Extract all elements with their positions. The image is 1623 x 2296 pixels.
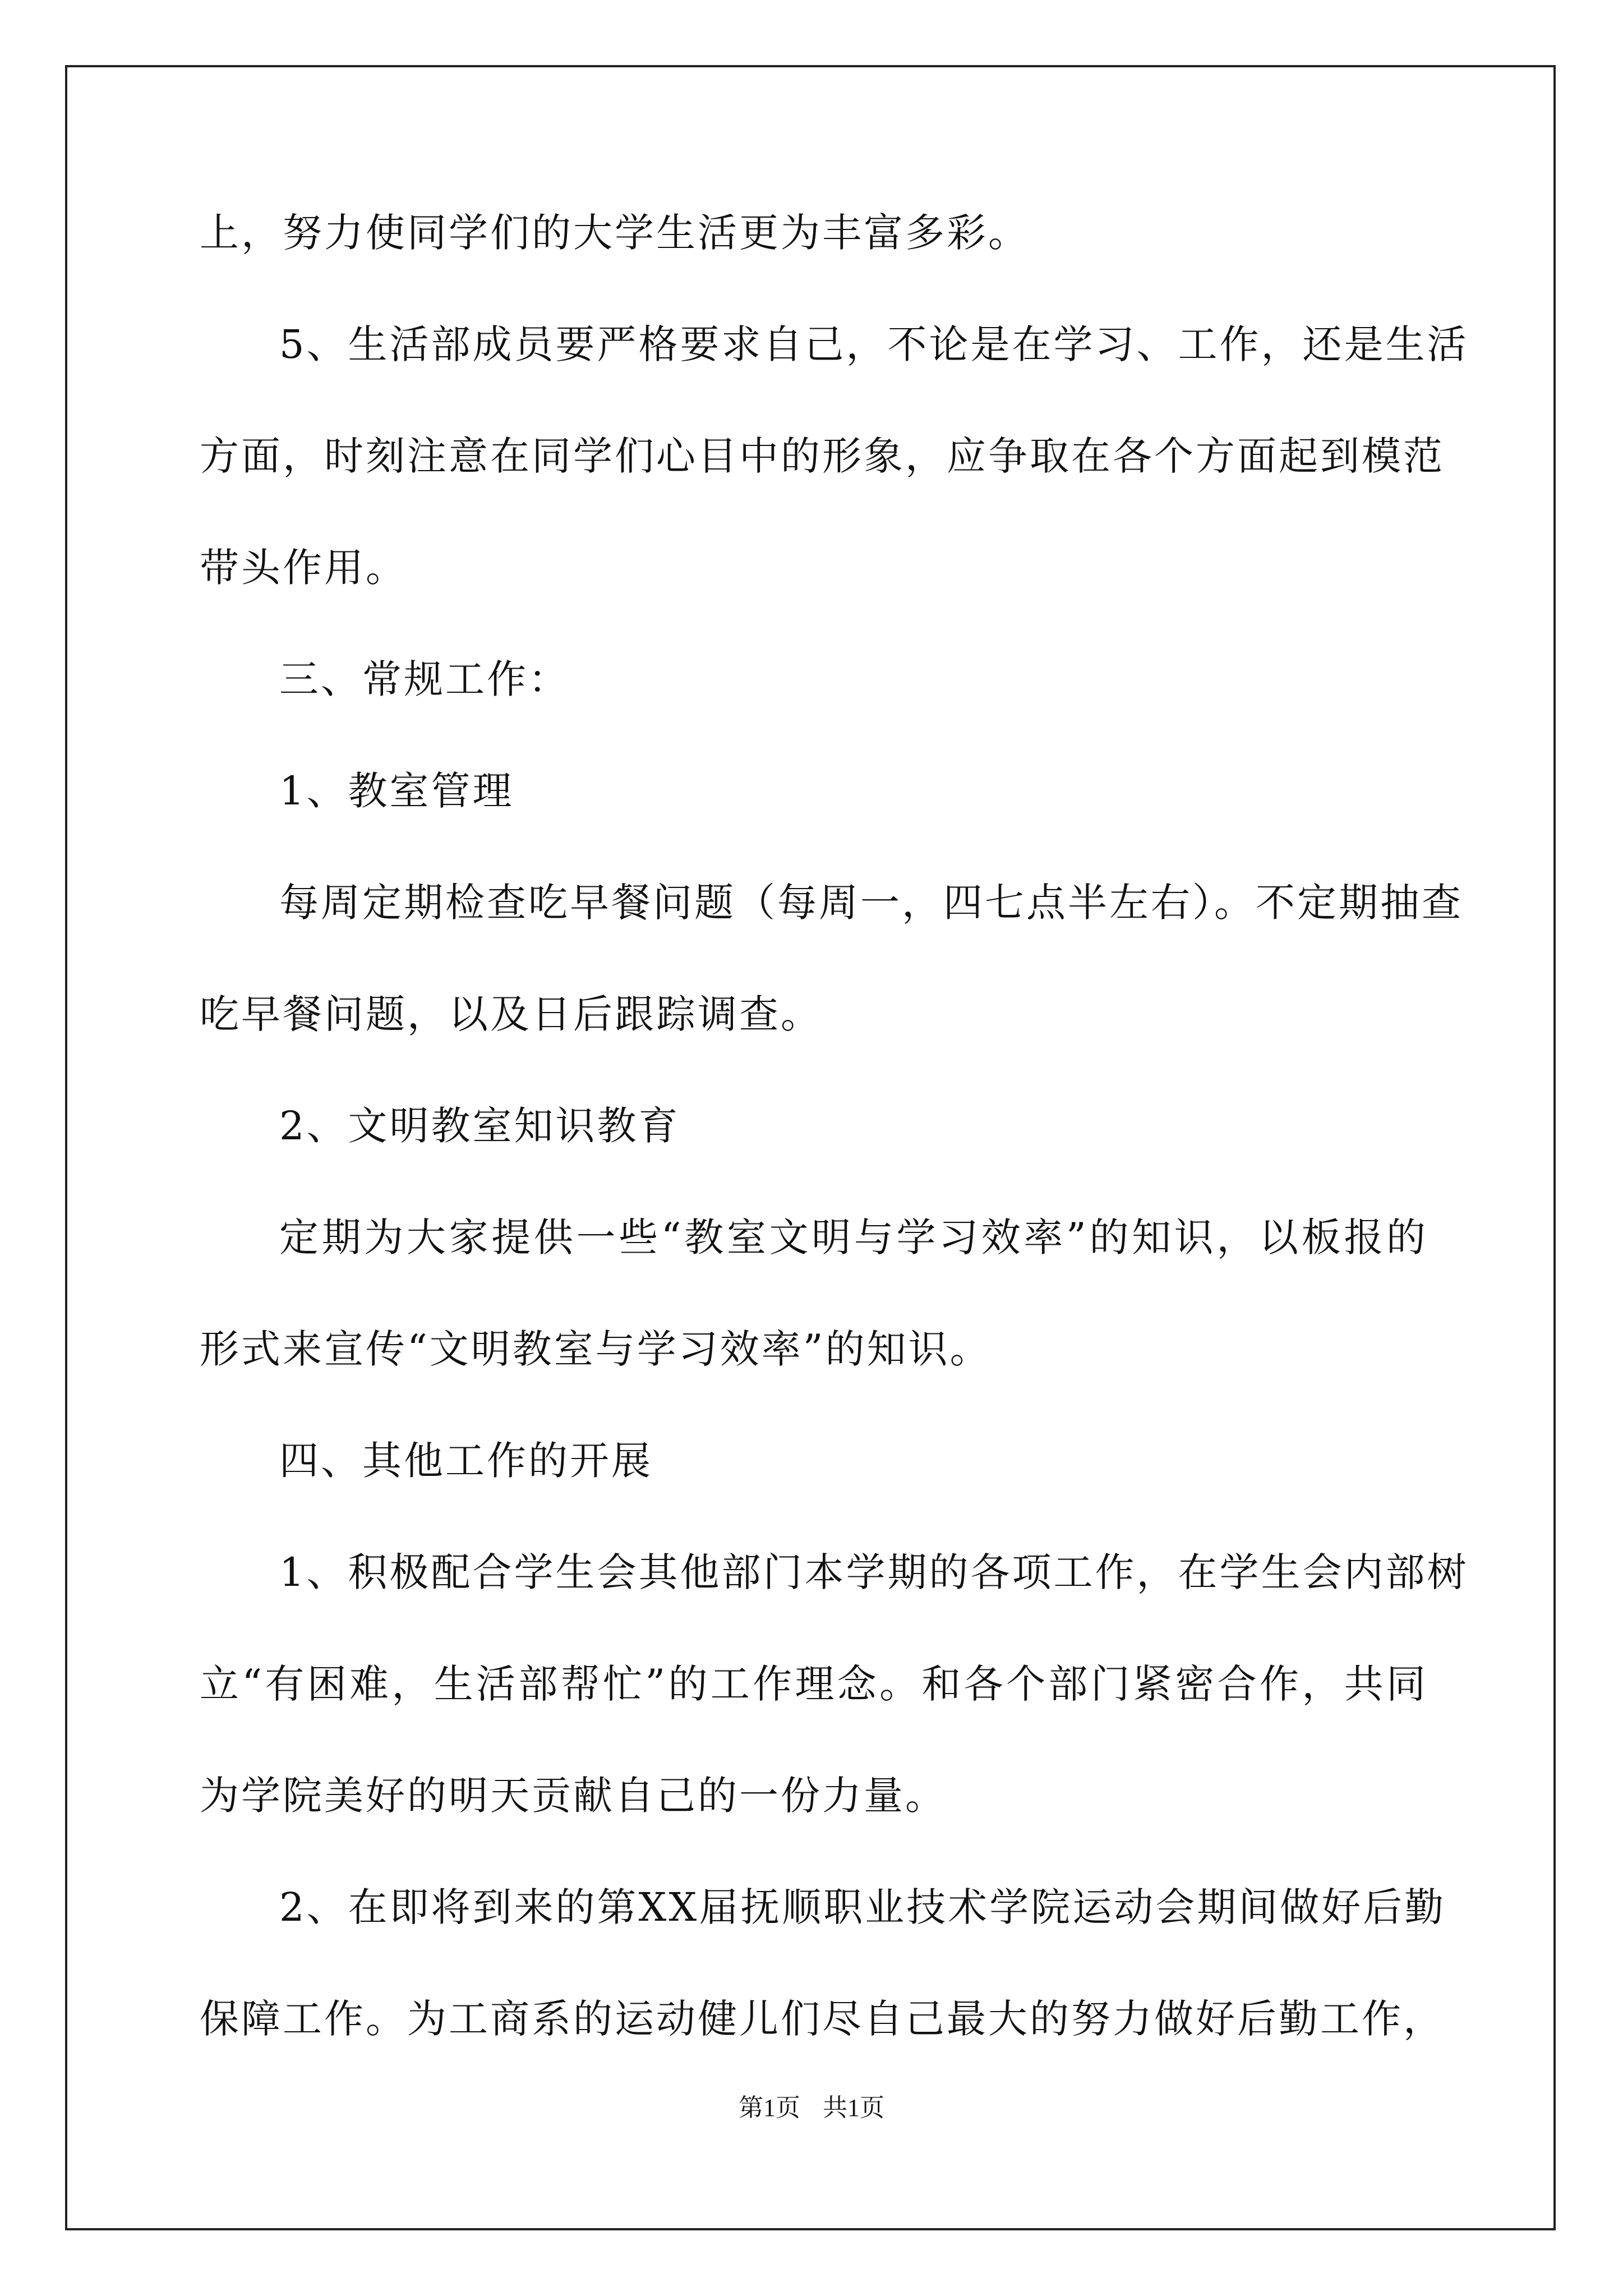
text-line: 1、积极配合学生会其他部门本学期的各项工作，在学生会内部树 [279, 1549, 1469, 1595]
text-line: 立“有困难，生活部帮忙”的工作理念。和各个部门紧密合作，共同 [200, 1661, 1428, 1707]
text-line: 定期为大家提供一些“教室文明与学习效率”的知识，以板报的 [279, 1214, 1428, 1260]
text-line: 为学院美好的明天贡献自己的一份力量。 [200, 1773, 947, 1819]
text-line: 形式来宣传“文明教室与学习效率”的知识。 [200, 1326, 992, 1372]
text-line: 5、生活部成员要严格要求自己，不论是在学习、工作，还是生活 [279, 321, 1469, 367]
text-line: 带头作用。 [200, 545, 407, 591]
section-heading: 四、其他工作的开展 [279, 1438, 653, 1484]
text-line: 上，努力使同学们的大学生活更为丰富多彩。 [200, 210, 1030, 256]
text-line: 吃早餐问题，以及日后跟踪调查。 [200, 991, 822, 1037]
section-heading: 三、常规工作： [279, 656, 570, 702]
text-line: 保障工作。为工商系的运动健儿们尽自己最大的努力做好后勤工作， [200, 1996, 1445, 2042]
subsection-heading: 1、教室管理 [279, 768, 514, 814]
page-number: 第1页 [739, 2094, 800, 2122]
text-line: 每周定期检查吃早餐问题（每周一，四七点半左右）。不定期抽查 [279, 880, 1463, 926]
page-total: 共1页 [823, 2094, 884, 2122]
page-footer [0, 2091, 1623, 2125]
text-line: 方面，时刻注意在同学们心目中的形象，应争取在各个方面起到模范 [200, 433, 1445, 479]
subsection-heading: 2、文明教室知识教育 [279, 1103, 680, 1149]
text-line: 2、在即将到来的第XX届抚顺职业技术学院运动会期间做好后勤 [279, 1884, 1446, 1930]
